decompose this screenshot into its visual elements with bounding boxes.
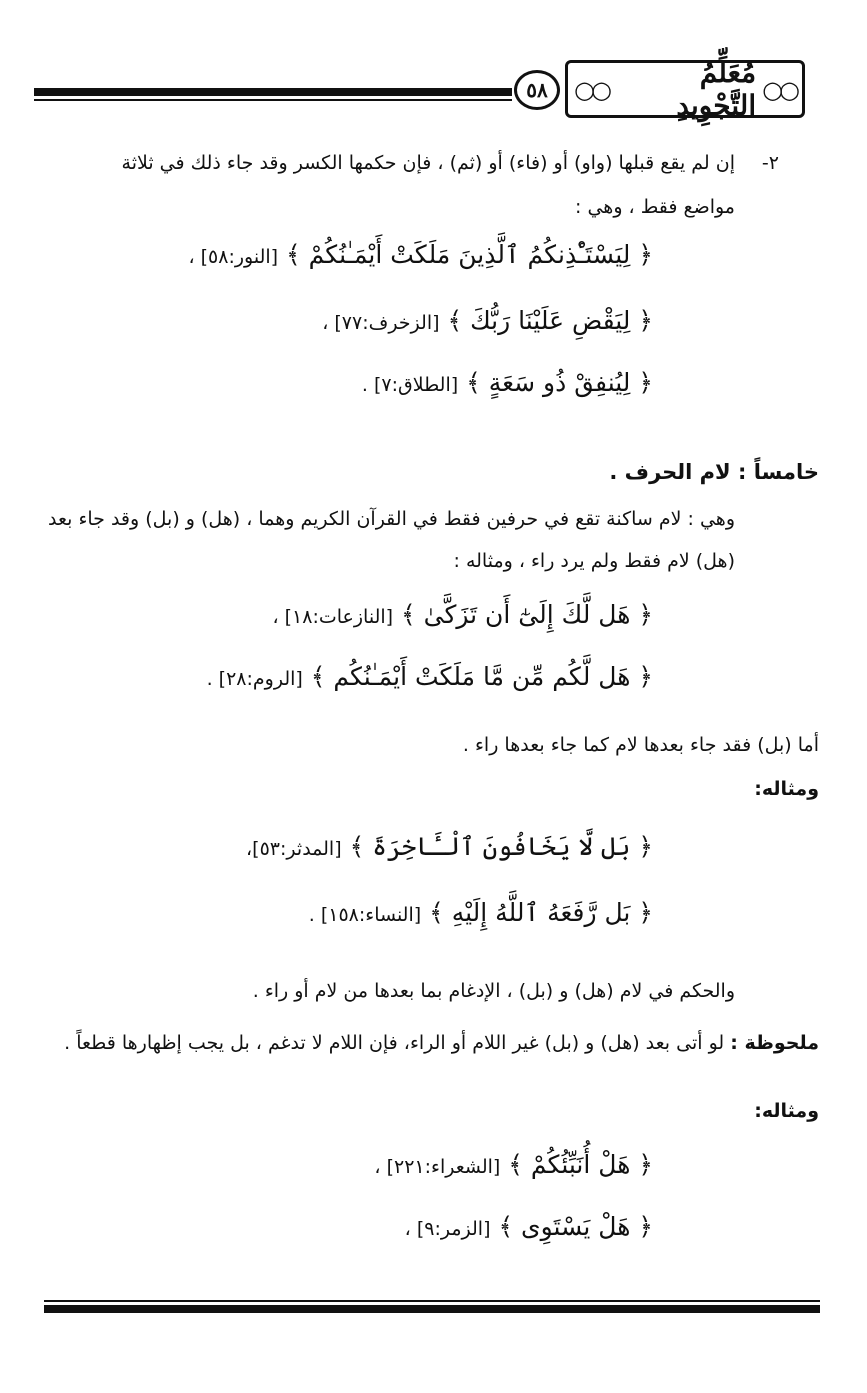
verse-text: ﴿ هَلْ أُنَبِّئُكُمْ ﴾ bbox=[508, 1150, 653, 1179]
verse-text: ﴿ بَل لَّا يَخَافُونَ ٱلْـَٔاخِرَةَ ﴾ bbox=[349, 832, 653, 861]
quran-verse bbox=[188, 240, 653, 269]
paragraph-line: أما (بل) فقد جاء بعدها لام كما جاء بعدها راء . bbox=[462, 734, 819, 756]
verse-reference: [النساء:١٥٨] . bbox=[308, 904, 422, 926]
note-line bbox=[64, 1032, 819, 1054]
verse-reference: [الزخرف:٧٧] ، bbox=[322, 312, 440, 334]
verse-text: ﴿ هَل لَّكَ إِلَىٰٓ أَن تَزَكَّىٰ ﴾ bbox=[401, 600, 653, 629]
verse-reference: [النازعات:١٨] ، bbox=[272, 606, 394, 628]
section-heading-label: خامساً bbox=[753, 460, 819, 484]
quran-verse bbox=[272, 600, 653, 629]
verse-text: ﴿ هَلْ يَسْتَوِى ﴾ bbox=[498, 1212, 653, 1241]
quran-verse bbox=[405, 1212, 653, 1241]
verse-reference: [المدثر:٥٣]، bbox=[246, 838, 342, 860]
quran-verse bbox=[207, 662, 653, 691]
quran-verse bbox=[374, 1150, 653, 1179]
verse-text: ﴿ لِيَقْضِ عَلَيْنَا رَبُّكَ ﴾ bbox=[447, 306, 653, 335]
verse-reference: [الشعراء:٢٢١] ، bbox=[374, 1156, 501, 1178]
running-header bbox=[565, 56, 805, 122]
paragraph-line: مواضع فقط ، وهي : bbox=[575, 196, 735, 218]
verse-text: ﴿ بَل رَّفَعَهُ ٱللَّهُ إِلَيْهِ ﴾ bbox=[429, 898, 653, 927]
book-title: مُعَلِّمُ التَّجْوِيدِ bbox=[676, 56, 757, 122]
quran-verse bbox=[309, 898, 653, 927]
paragraph-line: (هل) لام فقط ولم يرد راء ، ومثاله : bbox=[453, 550, 735, 572]
example-label: ومثاله: bbox=[754, 1100, 819, 1122]
rule-line: والحكم في لام (هل) و (بل) ، الإدغام بما بعدها من لام أو راء . bbox=[252, 980, 735, 1002]
verse-reference: [الطلاق:٧] . bbox=[361, 374, 459, 396]
section-heading-title: : لام الحرف . bbox=[609, 460, 747, 484]
quran-verse bbox=[362, 368, 653, 397]
quran-verse bbox=[322, 306, 653, 335]
header-rule bbox=[34, 88, 512, 101]
verse-reference: [النور:٥٨] ، bbox=[188, 246, 279, 268]
paragraph-line: وهي : لام ساكنة تقع في حرفين فقط في القرآن الكريم وهما ، (هل) و (بل) وقد جاء بعد bbox=[47, 508, 735, 530]
verse-reference: [الروم:٢٨] . bbox=[206, 668, 303, 690]
page-number: ٥٨ bbox=[514, 70, 560, 110]
verse-text: ﴿ هَل لَّكُم مِّن مَّا مَلَكَتْ أَيْمَـٰنُكُم ﴾ bbox=[310, 662, 653, 691]
paragraph-line: إن لم يقع قبلها (واو) أو (فاء) أو (ثم) ، فإن حكمها الكسر وقد جاء ذلك في ثلاثة bbox=[121, 152, 735, 174]
item-number: ٢- bbox=[761, 152, 779, 174]
example-label: ومثاله: bbox=[754, 778, 819, 800]
quran-verse bbox=[246, 832, 653, 861]
section-heading bbox=[609, 460, 819, 484]
verse-text: ﴿ لِيُنفِقْ ذُو سَعَةٍ ﴾ bbox=[466, 368, 653, 397]
rings-ornament-icon: ○○ bbox=[574, 74, 608, 104]
note-label: ملحوظة : bbox=[730, 1032, 819, 1054]
footer-rule bbox=[44, 1300, 820, 1313]
rings-ornament-icon: ○○ bbox=[762, 74, 796, 104]
verse-text: ﴿ لِيَسْتَـْٔذِنكُمُ ٱلَّذِينَ مَلَكَتْ أَيْمَـٰنُكُمْ ﴾ bbox=[286, 240, 653, 269]
note-text: لو أتى بعد (هل) و (بل) غير اللام أو الراء، فإن اللام لا تدغم ، بل يجب إظهارها قطعاً . bbox=[64, 1032, 725, 1054]
verse-reference: [الزمر:٩] ، bbox=[404, 1218, 491, 1240]
